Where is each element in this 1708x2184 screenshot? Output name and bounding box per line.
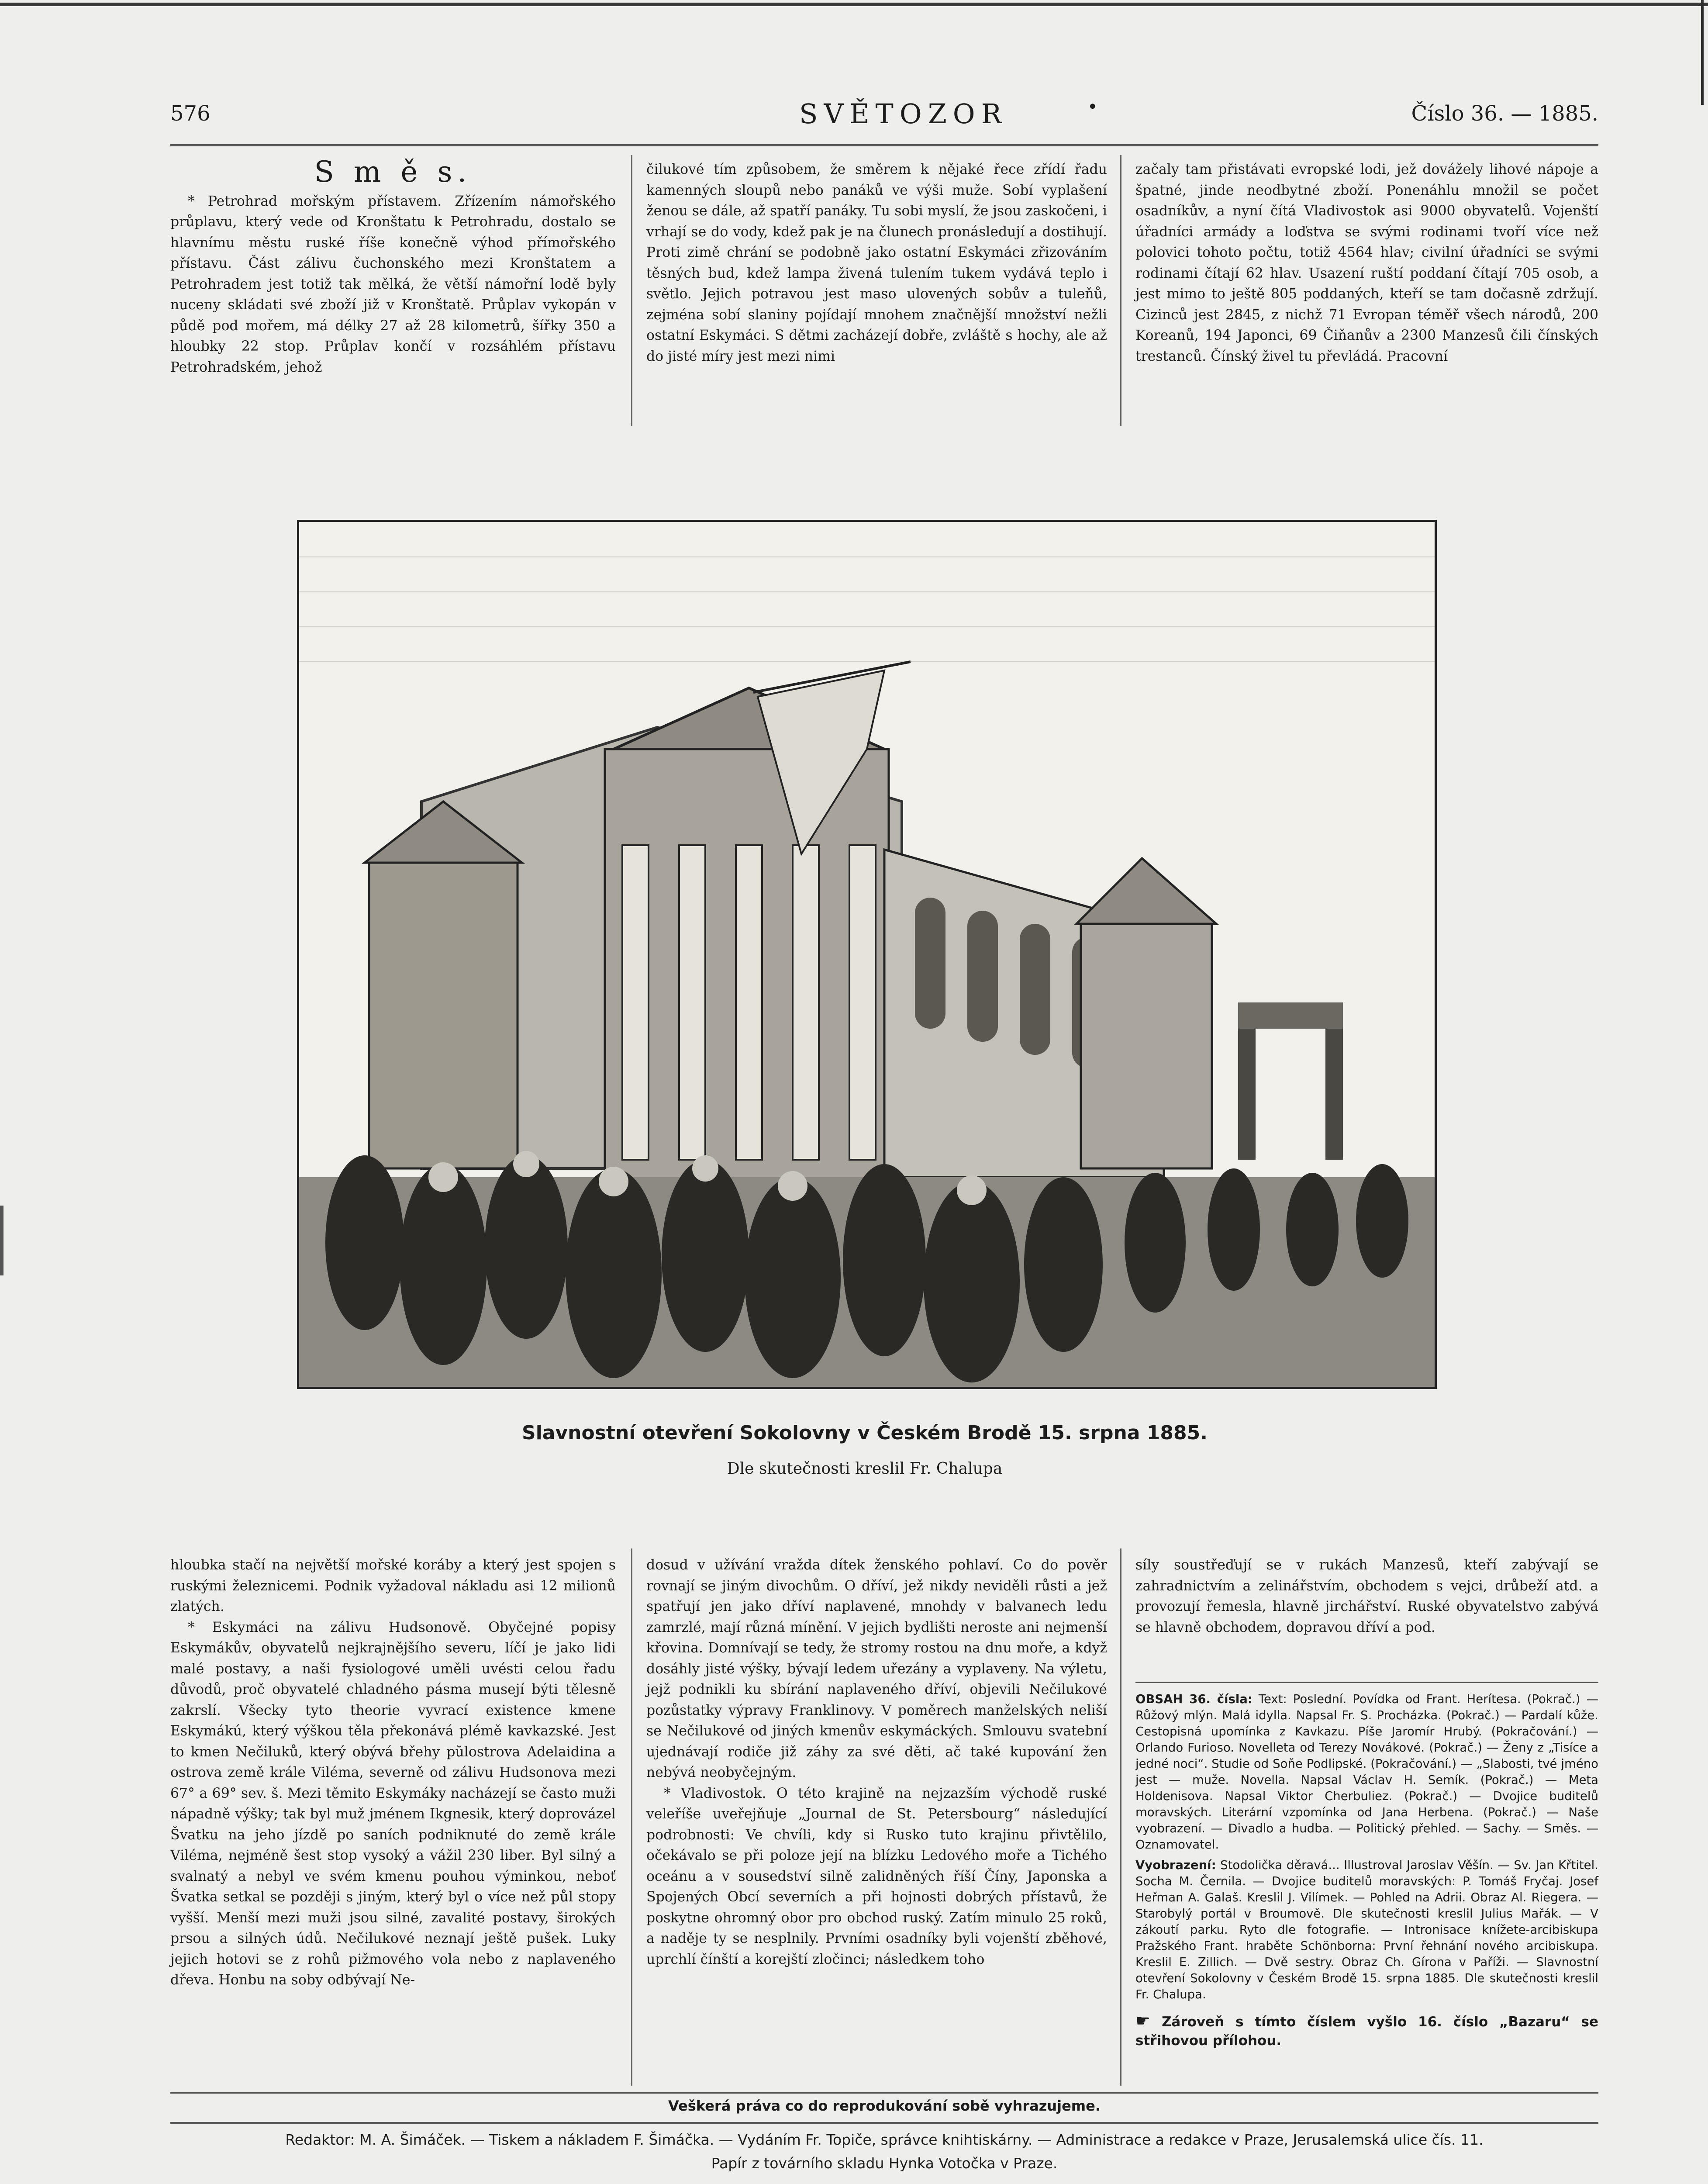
column-rule xyxy=(1120,1548,1121,2086)
contents-illustrations-section xyxy=(1135,1857,1598,2003)
journal-title: SVĚTOZOR xyxy=(799,98,1008,130)
section-heading: S m ě s. xyxy=(314,155,472,189)
article-vladivostok-end: síly soustřeďují se v rukách Manzesů, kteří zabývají se zahradnictvím a zelinářstvím, obchodem s vejci, drůbeží atd. a provozují řemesla, hlavně jirchářství. Ruské obyvatelstvo zabývá se hlavně obchodem, dopravou dříví a pod. xyxy=(1135,1557,1598,1635)
issue-number: Číslo 36. — 1885. xyxy=(1411,101,1598,126)
imprint xyxy=(170,2128,1598,2175)
bottom-column-3 xyxy=(1135,1555,1598,1638)
article-eskymaci-continued: čilukové tím způsobem, že směrem k nějaké řece zřídí řadu kamenných sloupů nebo panáků ve výši muže. Sobí vyplašení ženou se dále, až spatří panáky. Tu sobi myslí, že jsou zaskočeni, i vrhají se do vody, kdež pak je na člunech pronásledují a dostihují. Proti zimě chrání se podobně jako ostatní Eskymáci zřizováním těsných bud, kdež lampa živená tulením tukem vydává teplo i světlo. Jejich potravou jest maso ulovených sobův a tuleňů, zejména sobí slaniny pojídají mnohem značnější množství nežli ostatní Eskymáci. S dětmi zacházejí dobře, zvláště s hochy, ale až do jisté míry jest mezi nimi xyxy=(646,162,1107,364)
header-ornament: • xyxy=(1087,97,1098,117)
imprint-line-1: Redaktor: M. A. Šimáček. — Tiskem a nákladem F. Šimáčka. — Vydáním Fr. Topiče, správce knihtiskárny. — Administrace a redakce v Praze, Jerusalemská ulice čís. 11. xyxy=(285,2131,1484,2148)
article-eskymaci-end: dosud v užívání vražda dítek ženského pohlaví. Co do pověr rovnají se jiným divochům. O dříví, jež nikdy neviděli růsti a jež spatřují jen jako dříví naplavené, mnohdy v balvanech ledu zamrzlé, mají různá mínění. V jejich bydlišti neroste ani nejmenší křovina. Domnívají se tedy, že stromy rostou na dnu moře, a když dosáhly jisté výšky, bývají ledem uřezány a vyplaveny. Na výletu, jejž podnikli ku sbírání naplaveného dříví, objevili Nečilukové pozůstatky výpravy Franklinovy. V poměrech manželských neliší se Nečilukové od jiných kmenův eskymáckých. Smlouvu svatební ujednávají rodiče již záhy za své děti, ač také kupování žen nebývá neobyčejným. xyxy=(646,1557,1107,1780)
footer-rule xyxy=(170,2122,1598,2124)
header-rule xyxy=(170,144,1598,146)
right-edge-mark xyxy=(1701,0,1704,105)
article-petrohrad-end: hloubka stačí na největší mořské koráby a který jest spojen s ruskými železnicemi. Podnik vyžadoval nákladu asi 12 milionů zlatých. xyxy=(170,1557,616,1614)
pointing-hand-icon: ☛ xyxy=(1135,2011,1151,2030)
bottom-column-1 xyxy=(170,1555,616,1991)
left-edge-mark xyxy=(0,1206,3,1275)
article-eskymaci: * Eskymáci na zálivu Hudsonově. Obyčejné popisy Eskymákův, obyvatelů nejkrajnějšího severu, líčí je jako lidi malé postavy, a naši fysiologové uměli uvésti celou řadu důvodů, proč obyvatelé chladného pásma musejí býti tělesně zakrslí. Všecky tyto theorie vyvrací existence kmene Eskymákú, který výškou těla překonává plémě kavkazské. Jest to kmen Nečiluků, který obývá břehy pŭlostrova Adelaidina a ostrova země krále Viléma, severně od zálivu Hudsonova mezi 67° a 69° sev. š. Mezi těmito Eskymáky nacházejí se často muži nápadně výšky; tak byl muž jménem Ikgnesik, který doprovázel Švatku na jeho jízdě po saních podniknuté do země krále Viléma, nejméně šest stop vysoký a vážil 230 liber. Byl silný a svalnatý a nebyl ve svém kmenu pouhou výminkou, neboť Švatka setkal se později s jiným, který byl o více než půl stopy vyšší. Menší mezi muži jsou silné, zavalité postavy, širokých prsou a silných údů. Nečilukové neznají ještě pušek. Luky jejich hotovi se z rohů pižmového vola nebo z naplaveného dřeva. Honbu na soby odbývají Ne- xyxy=(170,1619,616,1988)
article-vladivostok-continued: začaly tam přistávati evropské lodi, jež dovážely lihové nápoje a špatné, jinde neodbytné zboží. Ponenáhlu množil se počet osadníkův, a nyní čítá Vladivostok asi 9000 obyvatelů. Vojenští úřadníci armády a loďstva se svými rodinami tvoří více než polovici tohoto počtu, totiž 4564 hlav; civilní úřadníci se svými rodinami čítají 62 hlav. Usazení ruští poddaní čítají 705 osob, a jest mimo to ještě 805 poddaných, kteří se tam dočasně zdržují. Cizinců jest 2845, z nichž 71 Evropan téměř všech národů, 200 Koreanů, 194 Japonci, 69 Čiňanův a 2300 Manzesů čili čínských trestanců. Čínský živel tu převládá. Pracovní xyxy=(1135,162,1598,364)
article-vladivostok: * Vladivostok. O této krajině na nejzazším východě ruské veleříše uveřejňuje „Journal de St. Petersbourg“ následující podrobnosti: Ve chvíli, kdy si Rusko tuto krajinu přivtělilo, očekávalo se při poloze její na blízku Ledového moře a Tichého oceánu a v sousedství silně zalidněných říší Číny, Japonska a Spojených Obcí severních a při hojnosti dobrých přístavů, že poskytne ohromný obor pro obchod ruský. Zatím minulo 25 roků, a naděje ty se nesplnily. Prvními osadníky byli vojenští zběhové, uprchlí čínští a korejští zločinci; následkem toho xyxy=(646,1785,1107,1967)
contents-label: OBSAH 36. čísla: xyxy=(1135,1692,1253,1706)
bazar-notice xyxy=(1135,2011,1598,2050)
top-edge-rule xyxy=(0,3,1708,6)
column-rule xyxy=(631,1548,632,2086)
page-header xyxy=(170,97,1598,136)
column-rule xyxy=(1120,155,1121,426)
engraving-drawing xyxy=(299,522,1435,1387)
bottom-column-2 xyxy=(646,1555,1107,1970)
illustrations-label: Vyobrazení: xyxy=(1135,1858,1216,1872)
illustration-credit: Dle skutečnosti kreslil Fr. Chalupa xyxy=(727,1460,1003,1478)
imprint-line-2: Papír z továrního skladu Hynka Votočka v Praze. xyxy=(711,2155,1058,2172)
illustration-caption: Slavnostní otevření Sokolovny v Českém Brodě 15. srpna 1885. xyxy=(522,1422,1208,1444)
top-column-2 xyxy=(646,159,1107,367)
top-column-1 xyxy=(170,155,616,378)
top-column-3 xyxy=(1135,159,1598,367)
footer-rule-top xyxy=(170,2092,1598,2094)
issue-contents xyxy=(1135,1691,1598,2050)
bazar-notice-text: Zároveň s tímto číslem vyšlo 16. číslo „Bazaru“ se střihovou přílohou. xyxy=(1135,2014,1598,2049)
article-petrohrad: * Petrohrad mořským přístavem. Zřízením námořského průplavu, který vede od Kronštatu k Petrohradu, dostalo se hlavnímu městu ruské říše konečně výhod přímořského přístavu. Část zálivu čuchonského mezi Kronštatem a Petrohradem jest totiž tak mělká, že větší námořní lodě byly nuceny skládati své zboží již v Kronštatě. Průplav vykopán v půdě pod mořem, má délky 27 až 28 kilometrů, šířky 350 a hloubky 22 stop. Průplav končí v rozsáhlém přístavu Petrohradském, jehož xyxy=(170,193,616,375)
contents-rule xyxy=(1135,1682,1598,1683)
page-number: 576 xyxy=(170,101,210,126)
contents-text: Text: Poslední. Povídka od Frant. Herítesa. (Pokrač.) — Růžový mlýn. Malá idylla. Napsal Fr. S. Procházka. (Pokrač.) — Pardalí kůže. Cestopisná upomínka z Kavkazu. Píše Jaromír Hrubý. (Pokračování.) — Orlando Furioso. Novelleta od Terezy Novákové. (Pokrač.) — Ženy z „Tisíce a jedné noci“. Studie od Soňe Podlipské. (Pokračování.) — „Slabosti, tvé jméno jest — muže. Novella. Napsal Václav H. Semík. (Pokrač.) — Meta Holdenisova. Napsal Viktor Cherbuliez. (Pokrač.) — Dvojice buditelů moravských. Literární vzpomínka od Jana Herbena. (Pokrač.) — Naše vyobrazení. — Divadlo a hudba. — Politický přehled. — Sachy. — Směs. — Oznamovatel. xyxy=(1135,1692,1598,1852)
rights-notice: Veškerá práva co do reprodukování sobě vyhrazujeme. xyxy=(668,2098,1101,2114)
column-rule xyxy=(631,155,632,426)
illustration-sokolovna xyxy=(297,520,1437,1389)
contents-text-section xyxy=(1135,1691,1598,1853)
illustrations-text: Stodolička děravá... Illustroval Jaroslav Věšín. — Sv. Jan Křtitel. Socha M. Černila. — Dvojice buditelů moravských: P. Tomáš Fryčaj. Josef Heřman A. Galaš. Kreslil J. Vilímek. — Pohled na Adrii. Obraz Al. Riegera. — Starobylý portál v Broumově. Dle skutečnosti kreslil Julius Mařák. — V zákoutí parku. Ryto dle fotografie. — Intronisace knížete-arcibiskupa Pražského Frant. hraběte Schönborna: První řehnání nového arcibiskupa. Kreslil E. Zillich. — Dvě sestry. Obraz Ch. Gírona v Paříži. — Slavnostní otevření Sokolovny v Českém Brodě 15. srpna 1885. Dle skutečnosti kreslil Fr. Chalupa. xyxy=(1135,1858,1598,2001)
